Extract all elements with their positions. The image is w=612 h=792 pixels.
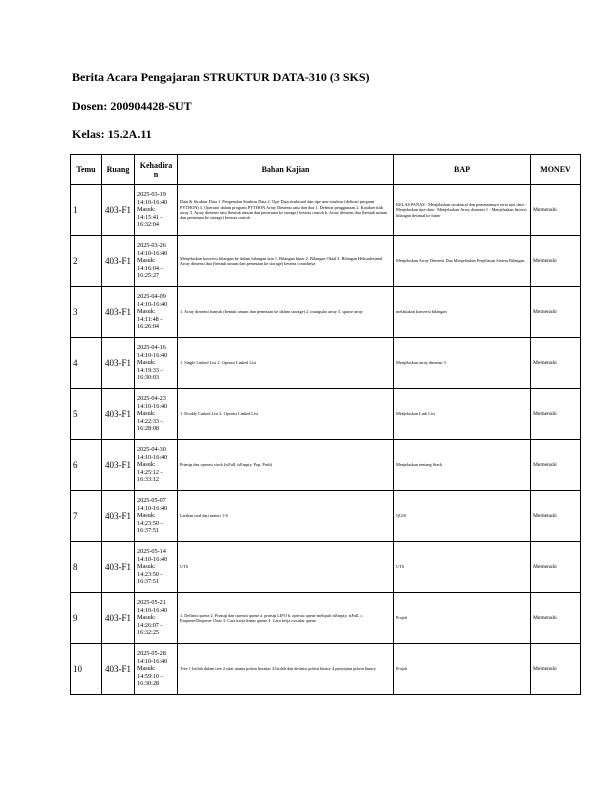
cell-kehadiran: 2025-05-28 14:10-16:40 Masuk: 14:59:10 - 16:30:28: [135, 644, 178, 695]
lecturer-line: Dosen: 200904428-SUT: [72, 99, 192, 113]
header-ruang: Ruang: [102, 155, 135, 185]
cell-temu: 8: [71, 542, 102, 593]
table-row: [71, 287, 581, 338]
cell-monev: Memenuhi: [531, 440, 581, 491]
table-row: [71, 185, 581, 236]
header-bap: BAP: [394, 155, 531, 185]
table-row: [71, 644, 581, 695]
cell-bap: QUIS: [394, 491, 531, 542]
cell-bap: Menjelaskan array dimensi 3: [394, 338, 531, 389]
cell-bap: Menjelaskan Array Dimensi Dua Menjelaskan Penjelasan Sistem Bilangan: [394, 236, 531, 287]
header-bahan-kajian: Bahan Kajian: [178, 155, 394, 185]
cell-monev: Memenuhi: [531, 491, 581, 542]
cell-ruang: 403-F1: [102, 593, 135, 644]
cell-bap: Menjelaskan tentang Stack: [394, 440, 531, 491]
table-row: [71, 491, 581, 542]
cell-bahan-kajian: Menjelaskan konversi bilangan ke dalam bilangan lain 1. Bilangan biner 2. Bilangan Oktal 3. Bilangan Heksadesimal Array dimensi dua (bentuk umum dan pemetaan ke storage) beserta contohnya: [178, 236, 394, 287]
cell-monev: Memenuhi: [531, 389, 581, 440]
cell-bahan-kajian: 1. Array dimensi banyak (bentuk umum dan pemetaan ke dalam storage) 2. triangular array 3. sparse array: [178, 287, 394, 338]
cell-monev: Memenuhi: [531, 338, 581, 389]
cell-kehadiran: 2025-04-30 14:10-16:40 Masuk: 14:25:12 - 16:33:12: [135, 440, 178, 491]
cell-kehadiran: 2025-04-23 14:10-16:40 Masuk: 14:22:33 - 16:28:08: [135, 389, 178, 440]
cell-kehadiran: 2025-04-16 14:10-16:40 Masuk: 14:19:33 - 16:30:03: [135, 338, 178, 389]
cell-temu: 2: [71, 236, 102, 287]
cell-ruang: 403-F1: [102, 542, 135, 593]
table-row: [71, 542, 581, 593]
table-row: [71, 593, 581, 644]
cell-temu: 6: [71, 440, 102, 491]
cell-bap: Menjelaskan Link List: [394, 389, 531, 440]
cell-temu: 7: [71, 491, 102, 542]
cell-ruang: 403-F1: [102, 440, 135, 491]
table-row: [71, 338, 581, 389]
cell-temu: 3: [71, 287, 102, 338]
table-row: [71, 236, 581, 287]
cell-bap: UTS: [394, 542, 531, 593]
cell-bap: melakukan konversi bilangan: [394, 287, 531, 338]
table-header-row: [71, 155, 581, 185]
cell-ruang: 403-F1: [102, 185, 135, 236]
table-row: [71, 440, 581, 491]
document-title: Berita Acara Pengajaran STRUKTUR DATA-310 (3 SKS): [72, 70, 370, 84]
cell-kehadiran: 2025-05-07 14:10-16:40 Masuk: 14:23:50 - 16:37:51: [135, 491, 178, 542]
header-kehadiran: Kehadira n: [135, 155, 178, 185]
cell-bahan-kajian: UTS: [178, 542, 394, 593]
cell-ruang: 403-F1: [102, 644, 135, 695]
cell-bahan-kajian: 1. Single Linked List 2. Operasi Linked List: [178, 338, 394, 389]
cell-kehadiran: 2025-03-26 14:10-16:40 Masuk: 14:16:04 - 16:25:27: [135, 236, 178, 287]
cell-temu: 4: [71, 338, 102, 389]
cell-monev: Memenuhi: [531, 644, 581, 695]
cell-bap: Projek: [394, 644, 531, 695]
cell-bahan-kajian: 1. Definisi queue 2. Prinsip dan operasi queue a. prinsip LIFO b. operasi queue meliputi isEmpty, isFull, c. Enqueue/Dequeue Clear 3. Cara kerja linear queue 4. Cara kerja circular queue: [178, 593, 394, 644]
cell-monev: Memenuhi: [531, 287, 581, 338]
cell-bap: Projek: [394, 593, 531, 644]
cell-kehadiran: 2025-05-21 14:10-16:40 Masuk: 14:26:07 - 16:32:25: [135, 593, 178, 644]
class-line: Kelas: 15.2A.11: [72, 127, 152, 141]
cell-kehadiran: 2025-03-19 14:10-16:40 Masuk: 14:15:41 - 16:32:04: [135, 185, 178, 236]
cell-ruang: 403-F1: [102, 389, 135, 440]
cell-monev: Memenuhi: [531, 236, 581, 287]
cell-temu: 9: [71, 593, 102, 644]
cell-bahan-kajian: Tree 1.Istilah dalam tree 2.sifat utama pohon berakar 3.Istilah dan definisi pohon binary 4.penyajian pohon binary: [178, 644, 394, 695]
cell-ruang: 403-F1: [102, 287, 135, 338]
cell-monev: Memenuhi: [531, 542, 581, 593]
cell-bap: KELAS PANAS - Menjelaskan struktural dan pemetaannya serta tipe data - Menjelaskan tipe data - Menjelaskan Array dimensi 1 - Menjelaskan Inversi bilangan desimal ke biner: [394, 185, 531, 236]
header-monev: MONEV: [531, 155, 581, 185]
cell-monev: Memenuhi: [531, 185, 581, 236]
cell-monev: Memenuhi: [531, 593, 581, 644]
cell-kehadiran: 2025-05-14 14:10-16:40 Masuk: 14:23:50 - 16:37:51: [135, 542, 178, 593]
cell-temu: 1: [71, 185, 102, 236]
cell-bahan-kajian: Data & Struktur Data 1. Pengenalan Struktur Data 2. Tipe Data struktural dan tipe non-struktur (definisi program PYTHON) 3. Operator dalam program PYTHON Array Dimensi satu dan dua 1. Definisi penggunaan 2. Karakteristik array 3. Array dimensi satu (bentuk umum dan pemetaan ke storage) beserta contoh b. Array dimensi dua (bentuk umum dan pemetaan ke storage) beserta contoh.: [178, 185, 394, 236]
table-row: [71, 389, 581, 440]
cell-bahan-kajian: Prinsip dan operasi stack (isFull, isEmpty, Pop, Push): [178, 440, 394, 491]
header-temu: Temu: [71, 155, 102, 185]
cell-bahan-kajian: 1. Doubly Linked List 2. Operasi Linked List: [178, 389, 394, 440]
cell-kehadiran: 2025-04-09 14:10-16:40 Masuk: 14:11:48 - 16:26:04: [135, 287, 178, 338]
cell-ruang: 403-F1: [102, 491, 135, 542]
cell-temu: 10: [71, 644, 102, 695]
cell-temu: 5: [71, 389, 102, 440]
cell-bahan-kajian: Latihan soal dari materi 1-6: [178, 491, 394, 542]
cell-ruang: 403-F1: [102, 338, 135, 389]
teaching-record-table: [70, 154, 581, 695]
cell-ruang: 403-F1: [102, 236, 135, 287]
